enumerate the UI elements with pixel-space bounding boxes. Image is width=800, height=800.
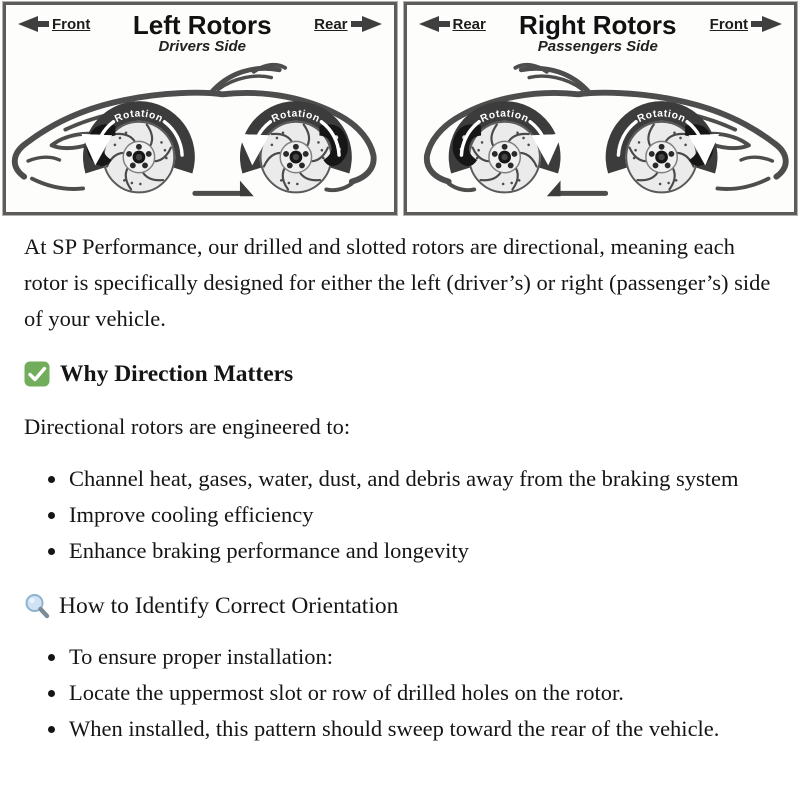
rotation-label: Rotation [478, 108, 530, 126]
front-direction-label [710, 15, 784, 33]
front-direction-label [16, 15, 90, 33]
right-panel-header [407, 5, 795, 57]
right-car-illustration [407, 57, 795, 212]
list-item: • Channel heat, gases, water, dust, and debris away from the braking system [68, 461, 774, 497]
list-item: • Improve cooling efficiency [68, 497, 774, 533]
right-panel-titles [486, 12, 710, 55]
list-item: • When installed, this pattern should sweep toward the rear of the vehicle. [68, 711, 774, 747]
left-panel-header [6, 5, 394, 57]
arrow-right-icon [350, 15, 384, 33]
left-panel-titles [90, 12, 314, 55]
heading-text: Why Direction Matters [60, 361, 294, 387]
front-label: Front [52, 15, 91, 33]
magnifying-glass-icon [24, 593, 51, 620]
front-label: Front [709, 15, 748, 33]
rotation-label: Rotation [270, 108, 322, 126]
article-body [0, 229, 800, 747]
left-car-illustration [6, 57, 394, 212]
right-rotors-panel [404, 2, 798, 215]
list-item: • Enhance braking performance and longevity [68, 533, 774, 569]
check-mark-icon [24, 361, 50, 387]
why-direction-matters-heading [24, 357, 774, 391]
rear-direction-label [314, 15, 383, 33]
heading-text: How to Identify Correct Orientation [59, 593, 399, 619]
identify-orientation-heading [24, 589, 774, 623]
lead-paragraph: Directional rotors are engineered to: [24, 414, 351, 439]
rear-label: Rear [314, 15, 348, 33]
rear-label: Rear [452, 15, 486, 33]
arrow-left-icon [417, 15, 451, 33]
rear-direction-label [417, 15, 486, 33]
arrow-left-icon [16, 15, 50, 33]
panel-subtitle: Passengers Side [537, 38, 658, 55]
panel-title: Left Rotors [132, 10, 272, 40]
list-item: • Locate the uppermost slot or row of drilled holes on the rotor. [68, 675, 774, 711]
rotation-label: Rotation [113, 108, 165, 126]
list-item: • To ensure proper installation: [68, 639, 774, 675]
orientation-steps-list [24, 639, 774, 747]
intro-paragraph: At SP Performance, our drilled and slotted rotors are directional, meaning each rotor is specifically designed for either the left (driver’s) or right (passenger’s) side of your vehicle. [24, 234, 771, 331]
rotation-label: Rotation [635, 108, 687, 126]
arrow-right-icon [750, 15, 784, 33]
panel-title: Right Rotors [519, 10, 677, 40]
benefits-list [24, 461, 774, 569]
panel-subtitle: Drivers Side [158, 38, 246, 55]
rotor-direction-diagram [0, 0, 800, 217]
left-rotors-panel [3, 2, 397, 215]
